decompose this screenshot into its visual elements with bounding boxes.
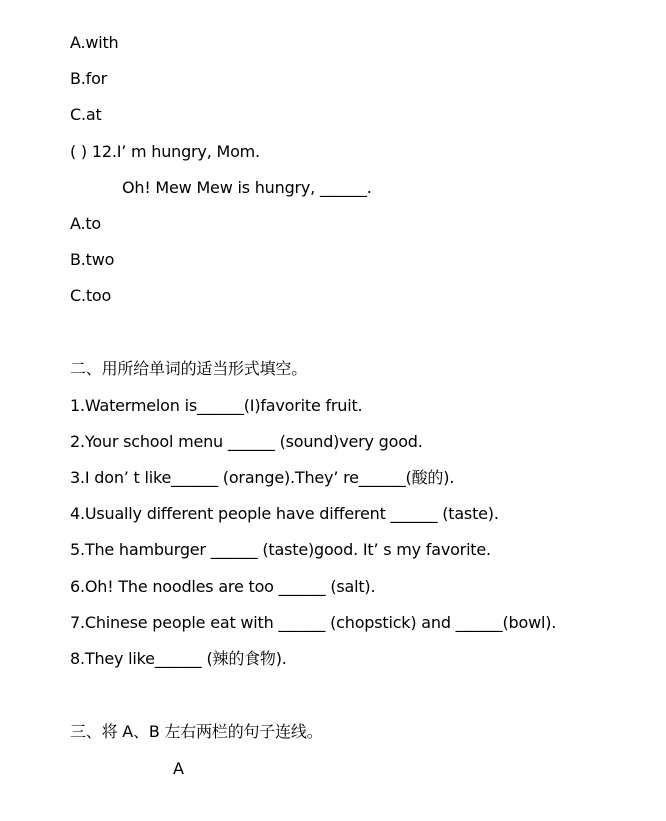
q12-option-a: A.to bbox=[70, 214, 102, 233]
q11-option-c: C.at bbox=[70, 105, 102, 124]
section2-item-2: 2.Your school menu ______ (sound)very good. bbox=[70, 432, 423, 451]
section3-column-a-label: A bbox=[173, 759, 184, 778]
section2-item-6: 6.Oh! The noodles are too ______ (salt). bbox=[70, 577, 376, 596]
q11-option-b: B.for bbox=[70, 69, 108, 88]
section2-item-8: 8.They like______ (辣的食物). bbox=[70, 649, 287, 668]
section2-item-4: 4.Usually different people have different ______ (taste). bbox=[70, 504, 499, 523]
q12-stem: ( ) 12.I’ m hungry, Mom. bbox=[70, 142, 260, 161]
q12-option-c: C.too bbox=[70, 286, 112, 305]
section2-heading: 二、用所给单词的适当形式填空。 bbox=[70, 359, 308, 378]
section2-item-3: 3.I don’ t like______ (orange).They’ re______(酸的). bbox=[70, 468, 455, 487]
section2-item-7: 7.Chinese people eat with ______ (chopstick) and ______(bowl). bbox=[70, 613, 557, 632]
q12-reply: Oh! Mew Mew is hungry, ______. bbox=[122, 178, 372, 197]
q11-option-a: A.with bbox=[70, 33, 119, 52]
section3-heading: 三、将 A、B 左右两栏的句子连线。 bbox=[70, 722, 323, 741]
section2-item-5: 5.The hamburger ______ (taste)good. It’ s my favorite. bbox=[70, 540, 491, 559]
q12-option-b: B.two bbox=[70, 250, 115, 269]
section2-item-1: 1.Watermelon is______(I)favorite fruit. bbox=[70, 396, 363, 415]
